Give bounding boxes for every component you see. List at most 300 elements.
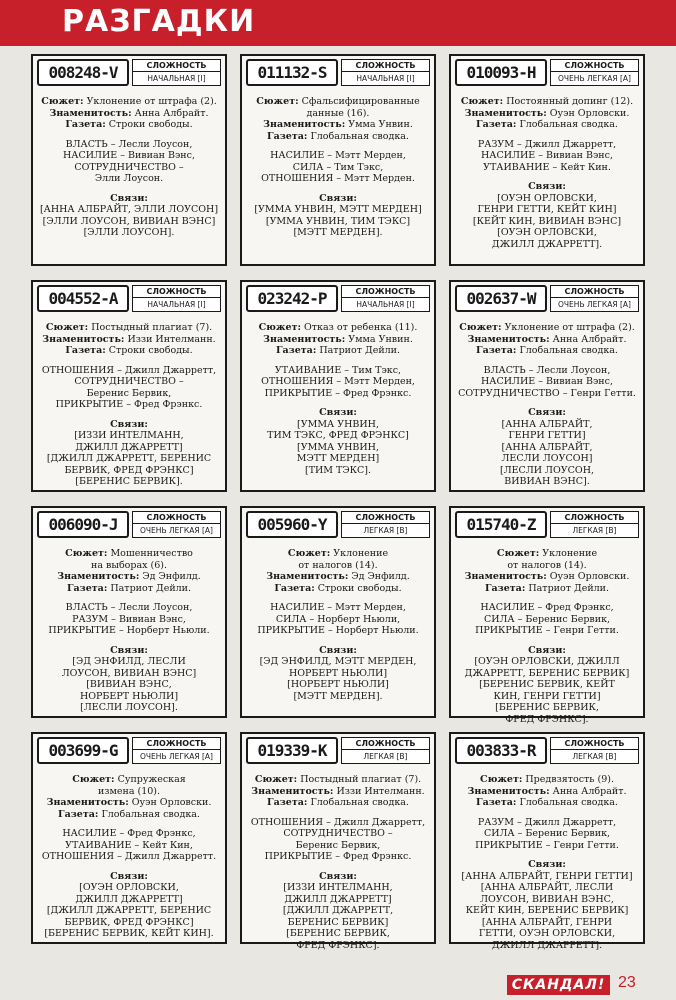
paper-text: Патриот Дейли. — [319, 345, 401, 356]
card-header — [37, 285, 221, 315]
paper-label: Газета: — [476, 119, 517, 130]
card-header — [37, 511, 221, 541]
fame-text: Оуэн Орловски. — [131, 797, 212, 808]
role-line: ОТНОШЕНИЯ – Мэтт Мерден, — [261, 376, 415, 387]
spacer — [247, 142, 429, 150]
links-line: [АННА АЛБРАЙТ, — [501, 441, 593, 453]
fame-label: Знаменитость: — [467, 785, 550, 797]
card-body — [247, 774, 429, 951]
fame-label: Знаменитость: — [46, 797, 129, 808]
case-code: 023242-P — [246, 285, 338, 312]
fame-line — [456, 334, 638, 346]
difficulty-box — [132, 285, 221, 312]
plot-text: на выборах (6). — [91, 559, 167, 571]
plot-label: Сюжет: — [65, 548, 108, 559]
paper-label: Газета: — [65, 119, 106, 130]
role-line: ВЛАСТЬ – Лесли Лоусон, — [65, 138, 193, 150]
page-title: РАЗГАДКИ — [62, 4, 256, 39]
card-header — [246, 737, 430, 767]
card-header — [246, 59, 430, 89]
difficulty-label: СЛОЖНОСТЬ — [133, 738, 220, 750]
paper-line — [38, 345, 220, 357]
role-line: ПРИКРЫТИЕ – Фред Фрэнкс. — [264, 851, 412, 862]
plot-line — [247, 774, 429, 786]
links-line: ВИВИАН ВЭНС]. — [504, 476, 590, 487]
spacer — [247, 357, 429, 365]
links-line: ГЕНРИ ГЕТТИ, КЕЙТ КИН] — [477, 204, 617, 215]
fame-line — [247, 334, 429, 346]
case-code: 010093-H — [455, 59, 547, 86]
role-line: СИЛА – Беренис Бервик, — [483, 613, 611, 625]
links-line: ДЖИЛЛ ДЖАРРЕТТ]. — [491, 238, 603, 250]
paper-text: Строки свободы. — [108, 119, 193, 130]
paper-text: Глобальная сводка. — [519, 345, 618, 356]
page-number: 23 — [618, 974, 636, 991]
fame-label: Знаменитость: — [263, 333, 346, 345]
role-line: ПРИКРЫТИЕ – Генри Гетти. — [475, 625, 619, 636]
plot-text: Сфальсифицированные — [301, 96, 420, 107]
difficulty-box — [341, 285, 430, 312]
links-line: [ОУЭН ОРЛОВСКИ, ДЖИЛЛ — [474, 656, 620, 667]
case-code: 005960-Y — [246, 511, 338, 538]
plot-text: от налогов (14). — [507, 559, 587, 571]
plot-text: измена (10). — [97, 785, 161, 797]
fame-line — [247, 786, 429, 798]
links-line: [БЕРЕНИС БЕРВИК, КЕЙТ КИН]. — [44, 928, 214, 939]
fame-line — [456, 786, 638, 798]
spacer — [38, 357, 220, 365]
links-line: КЕЙТ КИН, БЕРЕНИС БЕРВИК] — [465, 905, 629, 916]
plot-label: Сюжет: — [480, 774, 523, 785]
paper-line — [38, 583, 220, 595]
plot-text: Постыдный плагиат (7). — [300, 774, 422, 785]
fame-text: Иззи Интелманн. — [336, 785, 425, 797]
fame-line — [247, 119, 429, 131]
difficulty-value: ОЧЕНЬ ЛЕГКАЯ [A] — [140, 752, 213, 761]
plot-label: Сюжет: — [258, 322, 301, 333]
card-body — [38, 774, 220, 938]
difficulty-label: СЛОЖНОСТЬ — [342, 286, 429, 298]
difficulty-value: НАЧАЛЬНАЯ [I] — [356, 300, 415, 309]
paper-label: Газета: — [58, 808, 99, 820]
card-body — [456, 548, 638, 725]
spacer — [456, 173, 638, 181]
plot-line — [38, 96, 220, 108]
plot-label: Сюжет: — [45, 322, 89, 333]
card-header — [455, 511, 639, 541]
role-line: ПРИКРЫТИЕ – Норберт Ньюли. — [48, 625, 210, 636]
card-body — [38, 548, 220, 712]
plot-text: Предвзятость (9). — [525, 774, 614, 785]
links-label: Связи: — [528, 859, 566, 870]
card-header — [455, 285, 639, 315]
difficulty-value: НАЧАЛЬНАЯ [I] — [147, 300, 206, 309]
fame-line — [38, 797, 220, 809]
links-line: [УММА УНВИН, — [297, 418, 379, 430]
spacer — [38, 411, 220, 419]
spacer — [38, 637, 220, 645]
links-line: [ИЗЗИ ИНТЕЛМАНН, — [74, 430, 184, 441]
card-body — [456, 774, 638, 951]
plot-label: Сюжет: — [256, 96, 299, 107]
spacer — [456, 594, 638, 602]
links-line: [АННА АЛБРАЙТ, ГЕНРИ ГЕТТИ] — [461, 870, 633, 882]
role-line: ОТНОШЕНИЯ – Джилл Джарретт. — [41, 851, 217, 862]
links-line: [АННА АЛБРАЙТ, ГЕНРИ — [481, 916, 613, 928]
fame-text: Оуэн Орловски. — [549, 571, 630, 582]
fame-label: Знаменитость: — [464, 571, 547, 582]
difficulty-label: СЛОЖНОСТЬ — [551, 286, 638, 298]
paper-text: Глобальная сводка. — [519, 119, 618, 130]
role-line: НАСИЛИЕ – Фред Фрэнкс, — [480, 602, 614, 613]
links-line: [ЭЛЛИ ЛОУСОН, ВИВИАН ВЭНС] — [42, 215, 216, 227]
links-line: ЛЕСЛИ ЛОУСОН] — [501, 453, 593, 464]
page-header — [0, 0, 676, 46]
plot-text: Мошенничество — [110, 548, 193, 559]
difficulty-box — [550, 737, 639, 764]
solution-card — [31, 732, 227, 944]
links-line: ДЖАРРЕТТ, БЕРЕНИС БЕРВИК] — [464, 667, 630, 679]
fame-text: Эд Энфилд. — [142, 571, 201, 582]
case-code: 006090-J — [37, 511, 129, 538]
paper-text: Глобальная сводка. — [310, 130, 409, 142]
paper-label: Газета: — [267, 130, 308, 142]
links-line: [ОУЭН ОРЛОВСКИ, — [497, 227, 597, 238]
fame-line — [456, 108, 638, 120]
role-line: СОТРУДНИЧЕСТВО – Генри Гетти. — [458, 387, 636, 399]
spacer — [38, 594, 220, 602]
links-label: Связи: — [319, 870, 357, 882]
links-line: [БЕРЕНИС БЕРВИК, — [286, 928, 390, 939]
plot-line — [247, 96, 429, 108]
links-line: ЛОУСОН, ВИВИАН ВЭНС, — [480, 893, 614, 905]
difficulty-box — [132, 511, 221, 538]
links-line: [БЕРЕНИС БЕРВИК, КЕЙТ — [479, 679, 615, 690]
links-line: ЛОУСОН, ВИВИАН ВЭНС] — [61, 667, 197, 679]
plot-line — [456, 548, 638, 560]
links-line: [ЭД ЭНФИЛД, МЭТТ МЕРДЕН, — [259, 656, 417, 667]
links-line: ДЖИЛЛ ДЖАРРЕТТ] — [284, 893, 392, 905]
spacer — [456, 357, 638, 365]
links-line: [МЭТТ МЕРДЕН]. — [293, 227, 383, 238]
difficulty-value: ЛЕГКАЯ [B] — [572, 752, 617, 761]
spacer — [456, 809, 638, 817]
spacer — [247, 863, 429, 871]
role-line: ПРИКРЫТИЕ – Фред Фрэнкс. — [264, 387, 412, 399]
paper-line — [456, 583, 638, 595]
card-header — [246, 285, 430, 315]
spacer — [247, 809, 429, 817]
spacer — [38, 820, 220, 828]
spacer — [456, 637, 638, 645]
plot-line — [456, 96, 638, 108]
difficulty-label: СЛОЖНОСТЬ — [342, 60, 429, 72]
spacer — [247, 399, 429, 407]
links-line: ФРЕД ФРЭНКС]. — [505, 713, 589, 725]
spacer — [247, 637, 429, 645]
difficulty-value: ЛЕГКАЯ [B] — [363, 526, 408, 535]
links-line: ДЖИЛЛ ДЖАРРЕТТ] — [75, 441, 183, 453]
paper-label: Газета: — [66, 582, 108, 594]
role-line: ОТНОШЕНИЯ – Джилл Джарретт, — [250, 816, 426, 828]
plot-text: Супружеская — [117, 774, 186, 785]
links-line: [ВИВИАН ВЭНС, — [86, 679, 172, 690]
paper-text: Строки свободы. — [317, 582, 402, 594]
difficulty-label: СЛОЖНОСТЬ — [551, 60, 638, 72]
links-label: Связи: — [110, 870, 148, 882]
paper-line — [247, 131, 429, 143]
difficulty-label: СЛОЖНОСТЬ — [342, 738, 429, 750]
plot-label: Сюжет: — [496, 548, 540, 559]
plot-line — [38, 322, 220, 334]
paper-line — [38, 809, 220, 821]
links-line: [УММА УНВИН, ТИМ ТЭКС] — [265, 215, 411, 227]
plot-line — [38, 560, 220, 572]
difficulty-value: ОЧЕНЬ ЛЕГКАЯ [A] — [140, 526, 213, 535]
links-line: ФРЕД ФРЭНКС]. — [296, 939, 380, 951]
links-line: [УММА УНВИН, МЭТТ МЕРДЕН] — [254, 204, 422, 215]
links-line: БЕРЕНИС БЕРВИК] — [287, 916, 389, 928]
links-line: [ЛЕСЛИ ЛОУСОН]. — [80, 702, 178, 713]
plot-label: Сюжет: — [460, 96, 504, 107]
role-line: СОТРУДНИЧЕСТВО – — [283, 828, 393, 839]
links-line: [АННА АЛБРАЙТ, — [501, 418, 593, 430]
links-line: [ЛЕСЛИ ЛОУСОН, — [499, 464, 594, 476]
role-line: Беренис Бервик, — [86, 387, 172, 399]
card-header — [455, 737, 639, 767]
paper-text: Патриот Дейли. — [110, 582, 192, 594]
solution-card — [31, 506, 227, 718]
difficulty-label: СЛОЖНОСТЬ — [342, 512, 429, 524]
links-line: [АННА АЛБРАЙТ, ЭЛЛИ ЛОУСОН] — [39, 204, 219, 215]
card-body — [247, 322, 429, 486]
links-line: [ИЗЗИ ИНТЕЛМАНН, — [283, 882, 393, 893]
paper-line — [456, 345, 638, 357]
role-line: УТАИВАНИЕ – Кейт Кин. — [483, 161, 611, 173]
role-line: ОТНОШЕНИЯ – Джилл Джарретт, — [41, 364, 217, 376]
role-line: Элли Лоусон. — [94, 173, 164, 184]
case-code: 011132-S — [246, 59, 338, 86]
paper-label: Газета: — [476, 345, 517, 356]
role-line: ПРИКРЫТИЕ – Норберт Ньюли. — [257, 625, 419, 636]
links-line: [ЭД ЭНФИЛД, ЛЕСЛИ — [72, 656, 186, 667]
links-line: НОРБЕРТ НЬЮЛИ] — [288, 667, 388, 679]
fame-line — [38, 334, 220, 346]
card-header — [455, 59, 639, 89]
role-line: НАСИЛИЕ – Вивиан Вэнс, — [481, 376, 613, 387]
card-body — [38, 96, 220, 260]
links-line: [НОРБЕРТ НЬЮЛИ] — [287, 679, 389, 690]
links-line: ТИМ ТЭКС, ФРЕД ФРЭНКС] — [267, 430, 409, 441]
plot-line — [456, 774, 638, 786]
difficulty-box — [341, 511, 430, 538]
fame-text: Эд Энфилд. — [351, 571, 410, 582]
paper-text: Глобальная сводка. — [310, 797, 409, 808]
difficulty-box — [341, 737, 430, 764]
difficulty-label: СЛОЖНОСТЬ — [133, 60, 220, 72]
plot-text: данные (16). — [306, 107, 370, 119]
fame-label: Знаменитость: — [42, 333, 125, 345]
plot-line — [247, 548, 429, 560]
plot-line — [247, 108, 429, 120]
plot-line — [456, 560, 638, 572]
paper-text: Глобальная сводка. — [519, 797, 618, 808]
plot-text: Уклонение от штрафа (2). — [504, 322, 635, 333]
role-line: ПРИКРЫТИЕ – Фред Фрэнкс. — [55, 399, 203, 410]
solution-card — [31, 280, 227, 492]
paper-label: Газета: — [275, 345, 317, 356]
links-label: Связи: — [528, 644, 566, 656]
difficulty-label: СЛОЖНОСТЬ — [133, 512, 220, 524]
difficulty-label: СЛОЖНОСТЬ — [551, 738, 638, 750]
plot-label: Сюжет: — [72, 774, 115, 785]
solution-card — [240, 280, 436, 492]
solutions-grid — [31, 54, 645, 951]
role-line: ПРИКРЫТИЕ – Генри Гетти. — [475, 839, 619, 851]
fame-text: Умма Унвин. — [348, 119, 413, 130]
role-line: НАСИЛИЕ – Вивиан Вэнс, — [63, 150, 195, 161]
paper-line — [247, 797, 429, 809]
links-label: Связи: — [319, 192, 357, 204]
solution-card — [449, 280, 645, 492]
role-line: УТАИВАНИЕ – Кейт Кин, — [65, 839, 193, 851]
paper-label: Газета: — [65, 345, 106, 356]
difficulty-value: ЛЕГКАЯ [B] — [572, 526, 617, 535]
fame-label: Знаменитость: — [464, 107, 547, 119]
fame-line — [456, 571, 638, 583]
plot-line — [247, 560, 429, 572]
spacer — [456, 399, 638, 407]
plot-text: Уклонение от штрафа (2). — [86, 96, 217, 107]
spacer — [247, 594, 429, 602]
spacer — [38, 131, 220, 139]
plot-text: от налогов (14). — [298, 559, 378, 571]
role-line: ОТНОШЕНИЯ – Мэтт Мерден. — [261, 173, 415, 184]
fame-text: Иззи Интелманн. — [127, 333, 216, 345]
card-body — [38, 322, 220, 486]
paper-label: Газета: — [484, 582, 526, 594]
role-line: СИЛА – Тим Тэкс, — [292, 161, 384, 173]
case-code: 002637-W — [455, 285, 547, 312]
fame-line — [247, 571, 429, 583]
fame-label: Знаменитость: — [263, 119, 346, 130]
plot-text: Постыдный плагиат (7). — [91, 322, 213, 333]
links-line: ДЖИЛЛ ДЖАРРЕТТ]. — [491, 939, 603, 951]
plot-text: Уклонение — [542, 548, 598, 559]
role-line: НАСИЛИЕ – Мэтт Мерден, — [270, 602, 406, 613]
links-label: Связи: — [319, 644, 357, 656]
paper-line — [38, 119, 220, 131]
spacer — [38, 863, 220, 871]
case-code: 003833-R — [455, 737, 547, 764]
card-body — [247, 96, 429, 260]
difficulty-box — [132, 737, 221, 764]
case-code: 019339-K — [246, 737, 338, 764]
difficulty-box — [550, 511, 639, 538]
magazine-logo: СКАНДАЛ! — [507, 975, 610, 995]
plot-line — [38, 548, 220, 560]
difficulty-box — [341, 59, 430, 86]
fame-text: Анна Албрайт. — [552, 785, 627, 797]
spacer — [456, 851, 638, 859]
links-line: [ОУЭН ОРЛОВСКИ, — [497, 192, 597, 204]
links-line: ГЕТТИ, ОУЭН ОРЛОВСКИ, — [478, 928, 616, 939]
paper-label: Газета: — [476, 797, 517, 808]
plot-text: Отказ от ребенка (11). — [304, 322, 418, 333]
links-line: [ТИМ ТЭКС]. — [304, 464, 372, 476]
links-line: ДЖИЛЛ ДЖАРРЕТТ] — [75, 893, 183, 905]
plot-text: Постоянный допинг (12). — [506, 96, 634, 107]
role-line: СОТРУДНИЧЕСТВО – — [74, 161, 184, 173]
paper-label: Газета: — [267, 797, 308, 808]
links-label: Связи: — [528, 407, 566, 418]
fame-label: Знаменитость: — [251, 785, 334, 797]
links-label: Связи: — [319, 407, 357, 418]
paper-text: Строки свободы. — [108, 345, 193, 356]
links-line: [ДЖИЛЛ ДЖАРРЕТТ, БЕРЕНИС — [46, 905, 212, 916]
paper-line — [247, 583, 429, 595]
links-line: [БЕРЕНИС БЕРВИК, — [495, 702, 599, 713]
plot-label: Сюжет: — [41, 96, 84, 107]
links-line: [ДЖИЛЛ ДЖАРРЕТТ, — [282, 905, 394, 916]
case-code: 008248-V — [37, 59, 129, 86]
paper-text: Глобальная сводка. — [101, 808, 200, 820]
role-line: РАЗУМ – Джилл Джарретт, — [477, 816, 617, 828]
difficulty-label: СЛОЖНОСТЬ — [133, 286, 220, 298]
links-line: НОРБЕРТ НЬЮЛИ] — [79, 690, 179, 702]
role-line: СИЛА – Беренис Бервик, — [483, 828, 611, 839]
links-line: [ОУЭН ОРЛОВСКИ, — [79, 882, 179, 893]
links-label: Связи: — [110, 418, 148, 430]
fame-label: Знаменитость: — [467, 333, 550, 345]
plot-label: Сюжет: — [287, 548, 331, 559]
card-header — [37, 737, 221, 767]
case-code: 015740-Z — [455, 511, 547, 538]
solution-card — [31, 54, 227, 266]
role-line: Беренис Бервик, — [295, 839, 381, 851]
fame-line — [38, 571, 220, 583]
fame-text: Анна Албрайт. — [552, 333, 627, 345]
fame-label: Знаменитость: — [266, 571, 349, 582]
case-code: 003699-G — [37, 737, 129, 764]
difficulty-box — [550, 59, 639, 86]
role-line: СОТРУДНИЧЕСТВО – — [74, 376, 184, 387]
paper-line — [247, 345, 429, 357]
paper-line — [456, 119, 638, 131]
plot-text: Уклонение — [333, 548, 389, 559]
links-line: [УММА УНВИН, — [297, 441, 379, 453]
difficulty-value: ЛЕГКАЯ [B] — [363, 752, 408, 761]
role-line: НАСИЛИЕ – Мэтт Мерден, — [270, 150, 406, 161]
links-line: ГЕНРИ ГЕТТИ] — [508, 430, 586, 441]
solution-card — [449, 54, 645, 266]
difficulty-value: ОЧЕНЬ ЛЕГКАЯ [A] — [558, 300, 631, 309]
difficulty-box — [550, 285, 639, 312]
plot-line — [38, 774, 220, 786]
card-body — [456, 96, 638, 260]
role-line: НАСИЛИЕ – Фред Фрэнкс, — [62, 828, 196, 839]
role-line: УТАИВАНИЕ – Тим Тэкс, — [274, 364, 402, 376]
role-line: ВЛАСТЬ – Лесли Лоусон, — [483, 364, 611, 376]
plot-line — [247, 322, 429, 334]
role-line: СИЛА – Норберт Ньюли, — [275, 613, 401, 625]
plot-line — [456, 322, 638, 334]
fame-label: Знаменитость: — [49, 107, 132, 119]
links-label: Связи: — [110, 644, 148, 656]
card-header — [37, 59, 221, 89]
paper-text: Патриот Дейли. — [528, 582, 610, 594]
links-line: [АННА АЛБРАЙТ, ЛЕСЛИ — [480, 882, 614, 893]
